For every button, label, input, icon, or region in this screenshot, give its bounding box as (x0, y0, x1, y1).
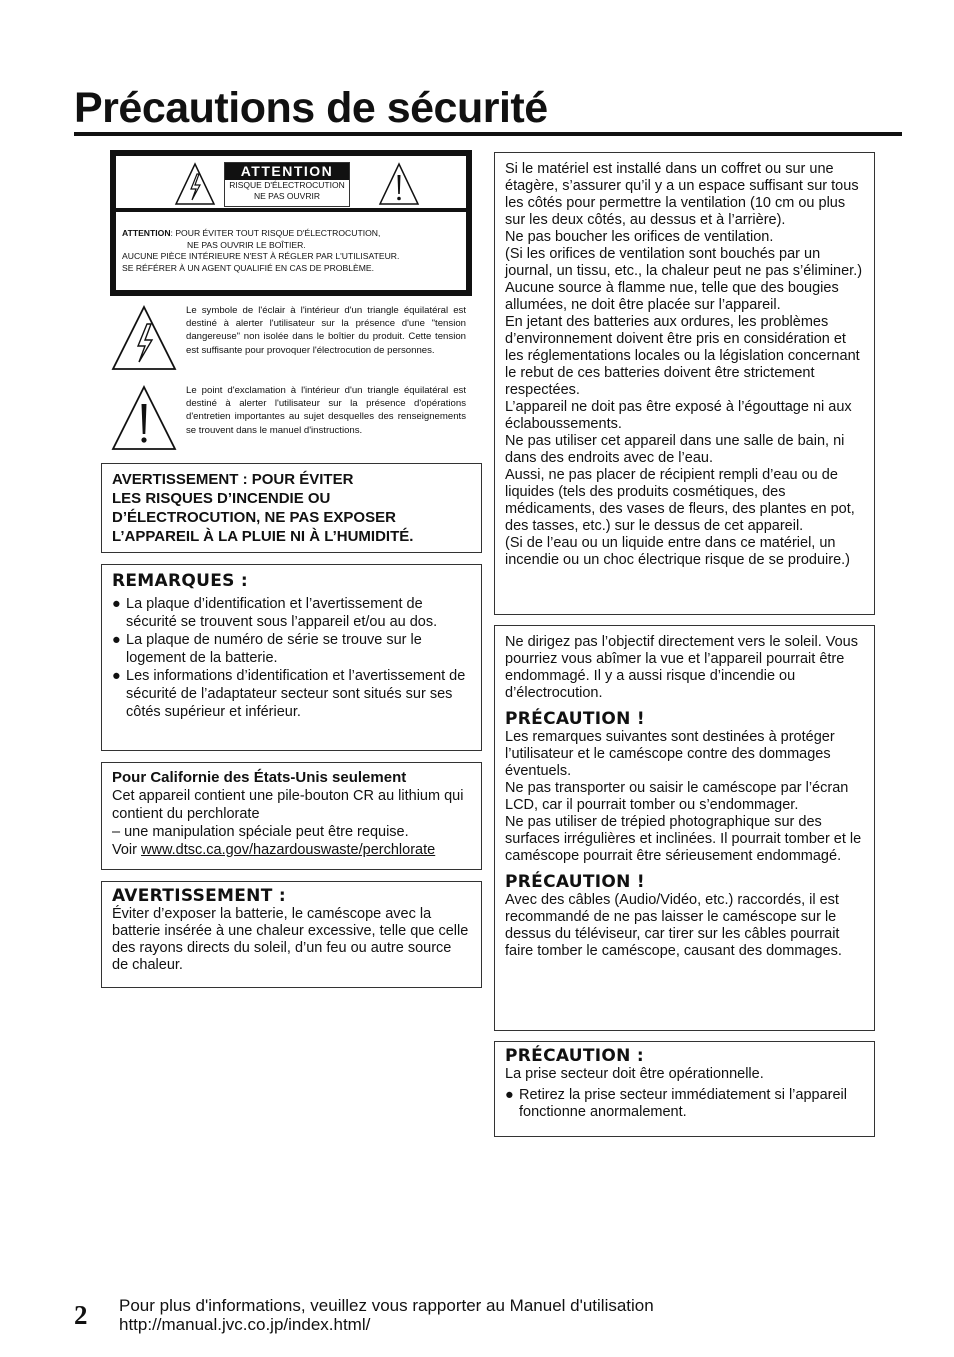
attention-body-line3: AUCUNE PIÈCE INTÉRIEURE N'EST À RÉGLER PAR L'UTILISATEUR. (122, 251, 400, 261)
ventilation-p3: (Si les orifices de ventilation sont bouchés par un journal, un tissu, etc., la chaleur peut ne pas s’éliminer.) (505, 246, 863, 279)
ventilation-box (494, 152, 875, 615)
lightning-warning-icon (174, 162, 216, 206)
attention-badge (224, 162, 350, 207)
attention-badge-line2: NE PAS OUVRIR (254, 191, 320, 201)
plug-list (505, 1087, 864, 1121)
remarques-box (101, 564, 482, 751)
california-box (101, 762, 482, 870)
exclamation-symbol-text: Le point d'exclamation à l'intérieur d'un triangle équilatéral est destiné à alerter l'utilisateur sur la présence d'opérations d'entretien importantes au sujet desquelles des renseignements se trouvent dans le manuel d'instructions. (186, 385, 466, 436)
rain-warning-line3: D’ÉLECTROCUTION, NE PAS EXPOSER (112, 509, 396, 526)
sun-intro: Ne dirigez pas l’objectif directement vers le soleil. Vous pourriez vous abîmer la vue et l’appareil pourrait être endommagé. Il y a aussi risque d’incendie ou d’électrocution. (505, 634, 858, 701)
lightning-symbol-text: Le symbole de l'éclair à l'intérieur d'un triangle équilatéral est destiné à alerter l'utilisateur sur la présence d'une "tension dangereuse" non isolée dans le boîtier du produit. Cette tension est suffisante pour provoquer l'électrocution de personnes. (186, 305, 466, 356)
avertissement-text: Éviter d’exposer la batterie, le caméscope avec la batterie insérée à une chaleur excessive, telle que celle des rayons directs du soleil, d’un feu ou autre source de chaleur. (112, 906, 469, 973)
attention-body-line4: SE RÉFÉRER À UN AGENT QUALIFIÉ EN CAS DE PROBLÈME. (122, 262, 374, 273)
title-rule (74, 132, 902, 136)
ventilation-p1: Si le matériel est installé dans un coffret ou sur une étagère, s’assurer qu’il y a un espace suffisant sur tous les côtés pour permettre la ventilation (10 cm ou plus sur les deux côtés, au dessus et à l’arrière). (505, 161, 859, 228)
rain-warning-box (101, 463, 482, 553)
remarques-list (112, 595, 471, 721)
exclamation-triangle-icon (110, 384, 178, 452)
ventilation-p9: (Si de l’eau ou un liquide entre dans ce matériel, un incendie ou un choc électrique risque de se produire.) (505, 535, 850, 568)
precaution1-p1: Les remarques suivantes sont destinées à protéger l’utilisateur et le caméscope contre des dommages éventuels. (505, 729, 835, 779)
california-line2: – une manipulation spéciale peut être requise. (112, 824, 409, 840)
list-item: ● Retirez la prise secteur immédiatement si l’appareil fonctionne anormalement. (505, 1087, 847, 1120)
precaution1-p3: Ne pas utiliser de trépied photographique sur des surfaces irrégulières et inclinées. Il pourrait tomber et le caméscope pourrait être sérieusement endommagé. (505, 814, 862, 864)
footer-line1: Pour plus d'informations, veuillez vous rapporter au Manuel d'utilisation (119, 1296, 654, 1315)
ventilation-p7: Ne pas utiliser cet appareil dans une salle de bain, ni dans des endroits avec de l’eau. (505, 433, 845, 466)
rain-warning-line1: AVERTISSEMENT : POUR ÉVITER (112, 471, 354, 488)
plug-line1: La prise secteur doit être opérationnelle. (505, 1066, 764, 1082)
plug-heading: PRÉCAUTION : (505, 1046, 644, 1066)
exclamation-warning-icon (378, 162, 420, 206)
page-number: 2 (74, 1300, 88, 1330)
attention-body (122, 228, 462, 274)
attention-badge-line1: RISQUE D'ÉLECTROCUTION (229, 180, 345, 190)
precaution2-heading: PRÉCAUTION ! (505, 872, 645, 892)
ventilation-p6: L’appareil ne doit pas être exposé à l’égouttage ni aux éclaboussements. (505, 399, 852, 432)
ventilation-p8: Aussi, ne pas placer de récipient rempli d’eau ou de liquides (tels des produits cosmétiques, des médicaments, des vases de fleurs, des plantes en pot, des tasses, etc.) sur le dessus de cet appareil. (505, 467, 855, 534)
attention-body-label: ATTENTION (122, 228, 171, 238)
sun-precaution-box (494, 625, 875, 1031)
ventilation-p2: Ne pas boucher les orifices de ventilation. (505, 229, 774, 245)
precaution2-p1: Avec des câbles (Audio/Vidéo, etc.) raccordés, il est recommandé de ne pas laisser le caméscope sur le dessus du téléviseur, car tirer sur les câbles pourrait faire tomber le caméscope, causant des dommages. (505, 892, 842, 959)
exclamation-symbol-explanation (110, 384, 466, 456)
lightning-symbol-explanation (110, 304, 466, 376)
footer-url[interactable]: http://manual.jvc.co.jp/index.html/ (119, 1315, 371, 1334)
avertissement-heading: AVERTISSEMENT : (112, 886, 286, 906)
california-heading: Pour Californie des États-Unis seulement (112, 769, 407, 786)
attention-body-line1: : POUR ÉVITER TOUT RISQUE D'ÉLECTROCUTION, (170, 228, 381, 238)
rain-warning-line2: LES RISQUES D’INCENDIE OU (112, 490, 331, 507)
footer (119, 1296, 654, 1334)
list-item: ● La plaque d’identification et l’avertissement de sécurité se trouvent sous l’appareil et/ou au dos. (112, 596, 438, 630)
lightning-triangle-icon (110, 304, 178, 372)
precaution1-p2: Ne pas transporter ou saisir le caméscope par l’écran LCD, car il pourrait tomber ou s’endommager. (505, 780, 849, 813)
california-voir: Voir (112, 842, 142, 858)
avertissement-box (101, 881, 482, 988)
perchlorate-link[interactable]: www.dtsc.ca.gov/hazardouswaste/perchlorate (141, 842, 436, 858)
page-title: Précautions de sécurité (74, 84, 548, 132)
list-item: ● Les informations d’identification et l’avertissement de sécurité de l’adaptateur secteur sont situés sur ses côtés supérieur et inférieur. (112, 668, 466, 720)
attention-body-line2: NE PAS OUVRIR LE BOÎTIER. (187, 239, 306, 250)
ventilation-p4: Aucune source à flamme nue, telle que des bougies allumées, ne doit être placée sur l’appareil. (505, 280, 839, 313)
remarques-heading: REMARQUES : (112, 571, 248, 591)
rain-warning-line4: L’APPAREIL À LA PLUIE NI À L’HUMIDITÉ. (112, 528, 414, 545)
precaution1-heading: PRÉCAUTION ! (505, 709, 645, 729)
ventilation-p5: En jetant des batteries aux ordures, les problèmes d’environnement doivent être pris en considération et les réglementations locales ou la législation concernant le rebut de ces batteries doivent être strictement respectées. (505, 314, 860, 398)
california-line1: Cet appareil contient une pile-bouton CR au lithium qui contient du perchlorate (112, 788, 464, 822)
attention-badge-title: ATTENTION (225, 163, 349, 180)
plug-precaution-box (494, 1041, 875, 1137)
attention-label (110, 150, 472, 296)
list-item: ● La plaque de numéro de série se trouve sur le logement de la batterie. (112, 632, 422, 666)
